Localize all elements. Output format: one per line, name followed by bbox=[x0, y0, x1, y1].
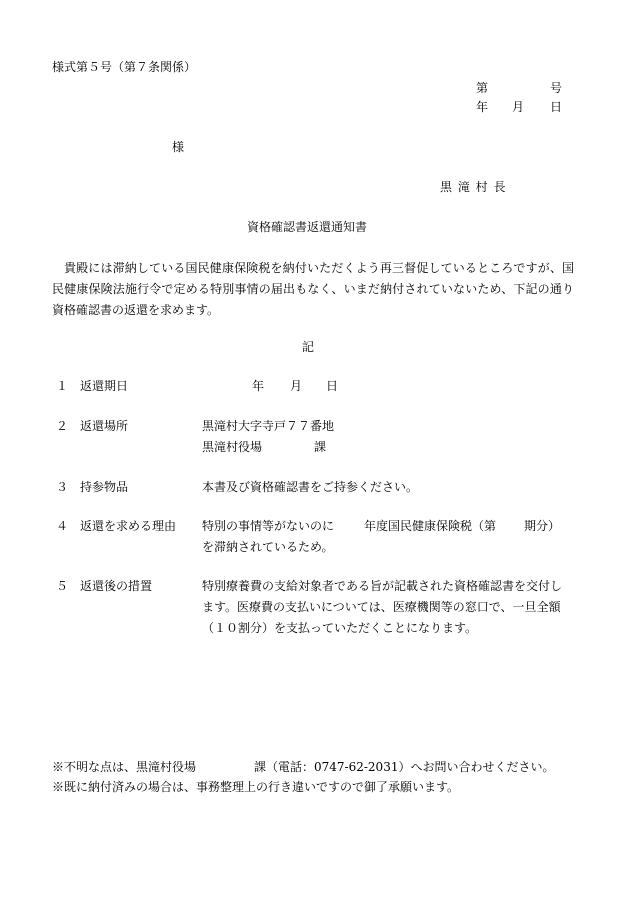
item-4-line2: を滞納されているため。 bbox=[202, 540, 334, 554]
document-title: 資格確認書返還通知書 bbox=[247, 220, 368, 234]
note-1-a: ※不明な点は、黒滝村役場 bbox=[52, 760, 197, 774]
sender: 黒 滝 村 長 bbox=[440, 180, 507, 194]
note-1-b: 課（電話：0747-62-2031）へお問い合わせください。 bbox=[254, 760, 555, 774]
item-4-label: 返還を求める理由 bbox=[80, 519, 177, 533]
item-2-address: 黒滝村大字寺戸７７番地 bbox=[202, 419, 335, 433]
date-day: 日 bbox=[550, 100, 563, 114]
item-5-number: ５ bbox=[56, 579, 69, 593]
item-2-label: 返還場所 bbox=[80, 419, 129, 433]
item-4-line1-c: 期分） bbox=[524, 519, 561, 533]
item-3-text: 本書及び資格確認書をご持参ください。 bbox=[202, 480, 419, 494]
item-3-label: 持参物品 bbox=[80, 480, 129, 494]
item-2-number: ２ bbox=[56, 419, 69, 433]
item-2-office: 黒滝村役場 bbox=[202, 440, 263, 454]
item-5-label: 返還後の措置 bbox=[80, 579, 153, 593]
form-number: 様式第５号（第７条関係） bbox=[52, 60, 197, 74]
item-4-line1-b: 年度国民健康保険税（第 bbox=[364, 519, 497, 533]
item-5-text: 特別療養費の支給対象者である旨が記載された資格確認書を交付します。医療費の支払いについては、医療機関等の窓口で、一旦全額（１０割分）を支払っていただくことになります。 bbox=[202, 579, 563, 635]
item-4-line1-a: 特別の事情等がないのに bbox=[202, 519, 335, 533]
note-2: ※既に納付済みの場合は、事務整理上の行き違いですので御了承願います。 bbox=[52, 780, 460, 794]
item-3-number: ３ bbox=[56, 480, 69, 494]
item-1-month: 月 bbox=[290, 379, 303, 393]
item-1-year: 年 bbox=[252, 379, 265, 393]
item-2-section: 課 bbox=[314, 440, 327, 454]
date-year: 年 bbox=[476, 100, 489, 114]
item-4-number: ４ bbox=[56, 519, 69, 533]
date-month: 月 bbox=[512, 100, 525, 114]
item-1-label: 返還期日 bbox=[80, 379, 129, 393]
body-paragraph: 貴殿には滞納している国民健康保険税を納付いただくよう再三督促しているところですが、国民健康保険法施行令で定める特別事情の届出もなく、いまだ納付されていないため、下記の通り資格確認書の返還を求めます。 bbox=[52, 261, 574, 317]
ki-heading: 記 bbox=[302, 340, 315, 354]
item-1-number: １ bbox=[56, 379, 69, 393]
item-1-day: 日 bbox=[326, 379, 339, 393]
doc-number-prefix: 第 bbox=[476, 81, 489, 95]
addressee-suffix: 様 bbox=[172, 140, 185, 154]
doc-number-suffix: 号 bbox=[550, 81, 563, 95]
